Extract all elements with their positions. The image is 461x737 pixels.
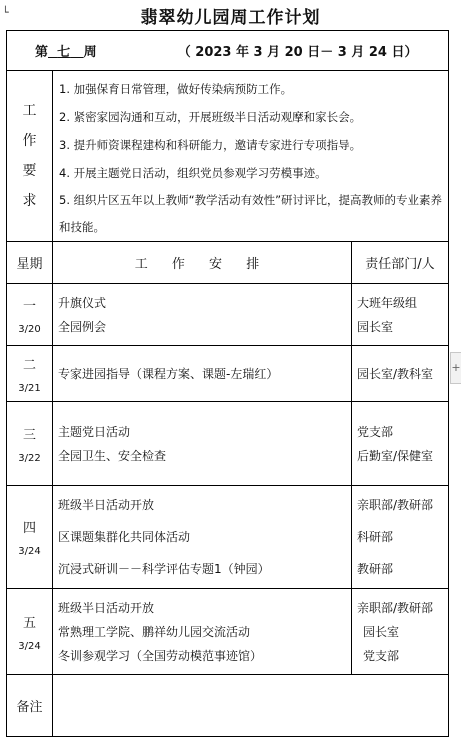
day-date: 3/24 <box>18 546 41 557</box>
dept-item: 党支部 <box>363 648 400 663</box>
day-name: 三 <box>22 427 36 443</box>
week-suffix: 周 <box>83 45 97 60</box>
dept-item: 教研部 <box>357 562 394 576</box>
requirements-label-char: 作 <box>22 133 37 149</box>
day-cell <box>7 486 53 589</box>
requirement-item: 5. 组织片区五年以上教师“教学活动有效性”研讨评比，提高教师的专业素养和技能。 <box>59 193 443 234</box>
requirements-label-char: 要 <box>22 163 37 179</box>
dept-cell <box>352 486 449 589</box>
task-cell <box>53 589 352 675</box>
task-cell <box>53 346 352 402</box>
task-cell <box>53 402 352 486</box>
date-range: （ 2023 年 3 月 20 日－ 3 月 24 日） <box>177 45 418 60</box>
task-cell <box>53 486 352 589</box>
task-item: 全园例会 <box>58 319 107 334</box>
dept-cell <box>352 284 449 346</box>
day-cell <box>7 346 53 402</box>
task-item: 班级半日活动开放 <box>58 600 155 615</box>
requirements-label-char: 求 <box>22 193 37 209</box>
dept-item: 后勤室/保健室 <box>357 448 434 463</box>
task-item: 升旗仪式 <box>58 295 107 310</box>
requirements-label-char: 工 <box>22 103 37 119</box>
requirements-label <box>7 71 53 242</box>
task-item: 常熟理工学院、鹏祥幼儿园交流活动 <box>58 624 251 639</box>
dept-item: 园长室/教科室 <box>357 366 434 381</box>
dept-item: 大班年级组 <box>357 295 418 310</box>
day-row-friday <box>7 589 449 675</box>
task-item: 专家进园指导（课程方案、课题-左瑞红） <box>58 366 279 381</box>
task-item: 班级半日活动开放 <box>58 498 155 512</box>
day-row-thursday <box>7 486 449 589</box>
requirement-item: 1. 加强保育日常管理，做好传染病预防工作。 <box>59 82 293 96</box>
day-name: 一 <box>22 298 36 314</box>
column-header-row <box>7 242 449 284</box>
day-name: 四 <box>22 521 36 536</box>
column-header-tasks: 工 作 安 排 <box>53 242 352 284</box>
task-item: 主题党日活动 <box>58 424 131 439</box>
task-item: 全园卫生、安全检查 <box>58 448 167 463</box>
remarks-row <box>7 675 449 737</box>
remarks-content <box>53 675 449 737</box>
week-number: 七 <box>57 45 71 60</box>
requirements-row <box>7 71 449 242</box>
side-expand-tab[interactable]: + <box>450 352 461 384</box>
requirement-item: 3. 提升师资课程建构和科研能力，邀请专家进行专项指导。 <box>59 138 362 152</box>
dept-cell <box>352 589 449 675</box>
column-header-day: 星期 <box>7 242 53 284</box>
day-name: 五 <box>22 615 36 631</box>
dept-item: 园长室 <box>357 319 394 334</box>
task-cell <box>53 284 352 346</box>
dept-item: 亲职部/教研部 <box>357 600 434 615</box>
day-date: 3/24 <box>18 640 41 652</box>
day-row-monday <box>7 284 449 346</box>
day-date: 3/21 <box>18 382 41 394</box>
task-item: 区课题集群化共同体活动 <box>58 530 191 544</box>
dept-item: 亲职部/教研部 <box>357 498 434 512</box>
day-date: 3/20 <box>18 323 41 335</box>
dept-item: 园长室 <box>363 624 400 639</box>
dept-item: 科研部 <box>357 530 394 544</box>
day-row-tuesday <box>7 346 449 402</box>
day-name: 二 <box>22 357 36 373</box>
week-prefix: 第 <box>35 45 49 60</box>
day-row-wednesday <box>7 402 449 486</box>
weekly-plan-table <box>6 30 449 737</box>
day-cell <box>7 402 53 486</box>
requirement-item: 4. 开展主题党日活动，组织党员参观学习劳模事迹。 <box>59 166 327 180</box>
requirements-list <box>53 71 449 242</box>
requirement-item: 2. 紧密家园沟通和互动，开展班级半日活动观摩和家长会。 <box>59 110 362 124</box>
dept-cell <box>352 346 449 402</box>
week-row <box>7 31 449 71</box>
dept-item: 党支部 <box>357 424 394 439</box>
day-date: 3/22 <box>18 452 41 464</box>
page-title: 翡翠幼儿园周工作计划 <box>140 8 321 28</box>
dept-cell <box>352 402 449 486</box>
task-item: 冬训参观学习（全国劳动模范事迹馆） <box>58 648 263 663</box>
column-header-dept: 责任部门/人 <box>352 242 449 284</box>
corner-mark: └ <box>2 6 9 19</box>
day-cell <box>7 284 53 346</box>
week-cell <box>7 31 449 71</box>
task-item: 沉浸式研训－－科学评估专题1（钟园） <box>58 562 270 576</box>
remarks-label: 备注 <box>7 675 53 737</box>
day-cell <box>7 589 53 675</box>
